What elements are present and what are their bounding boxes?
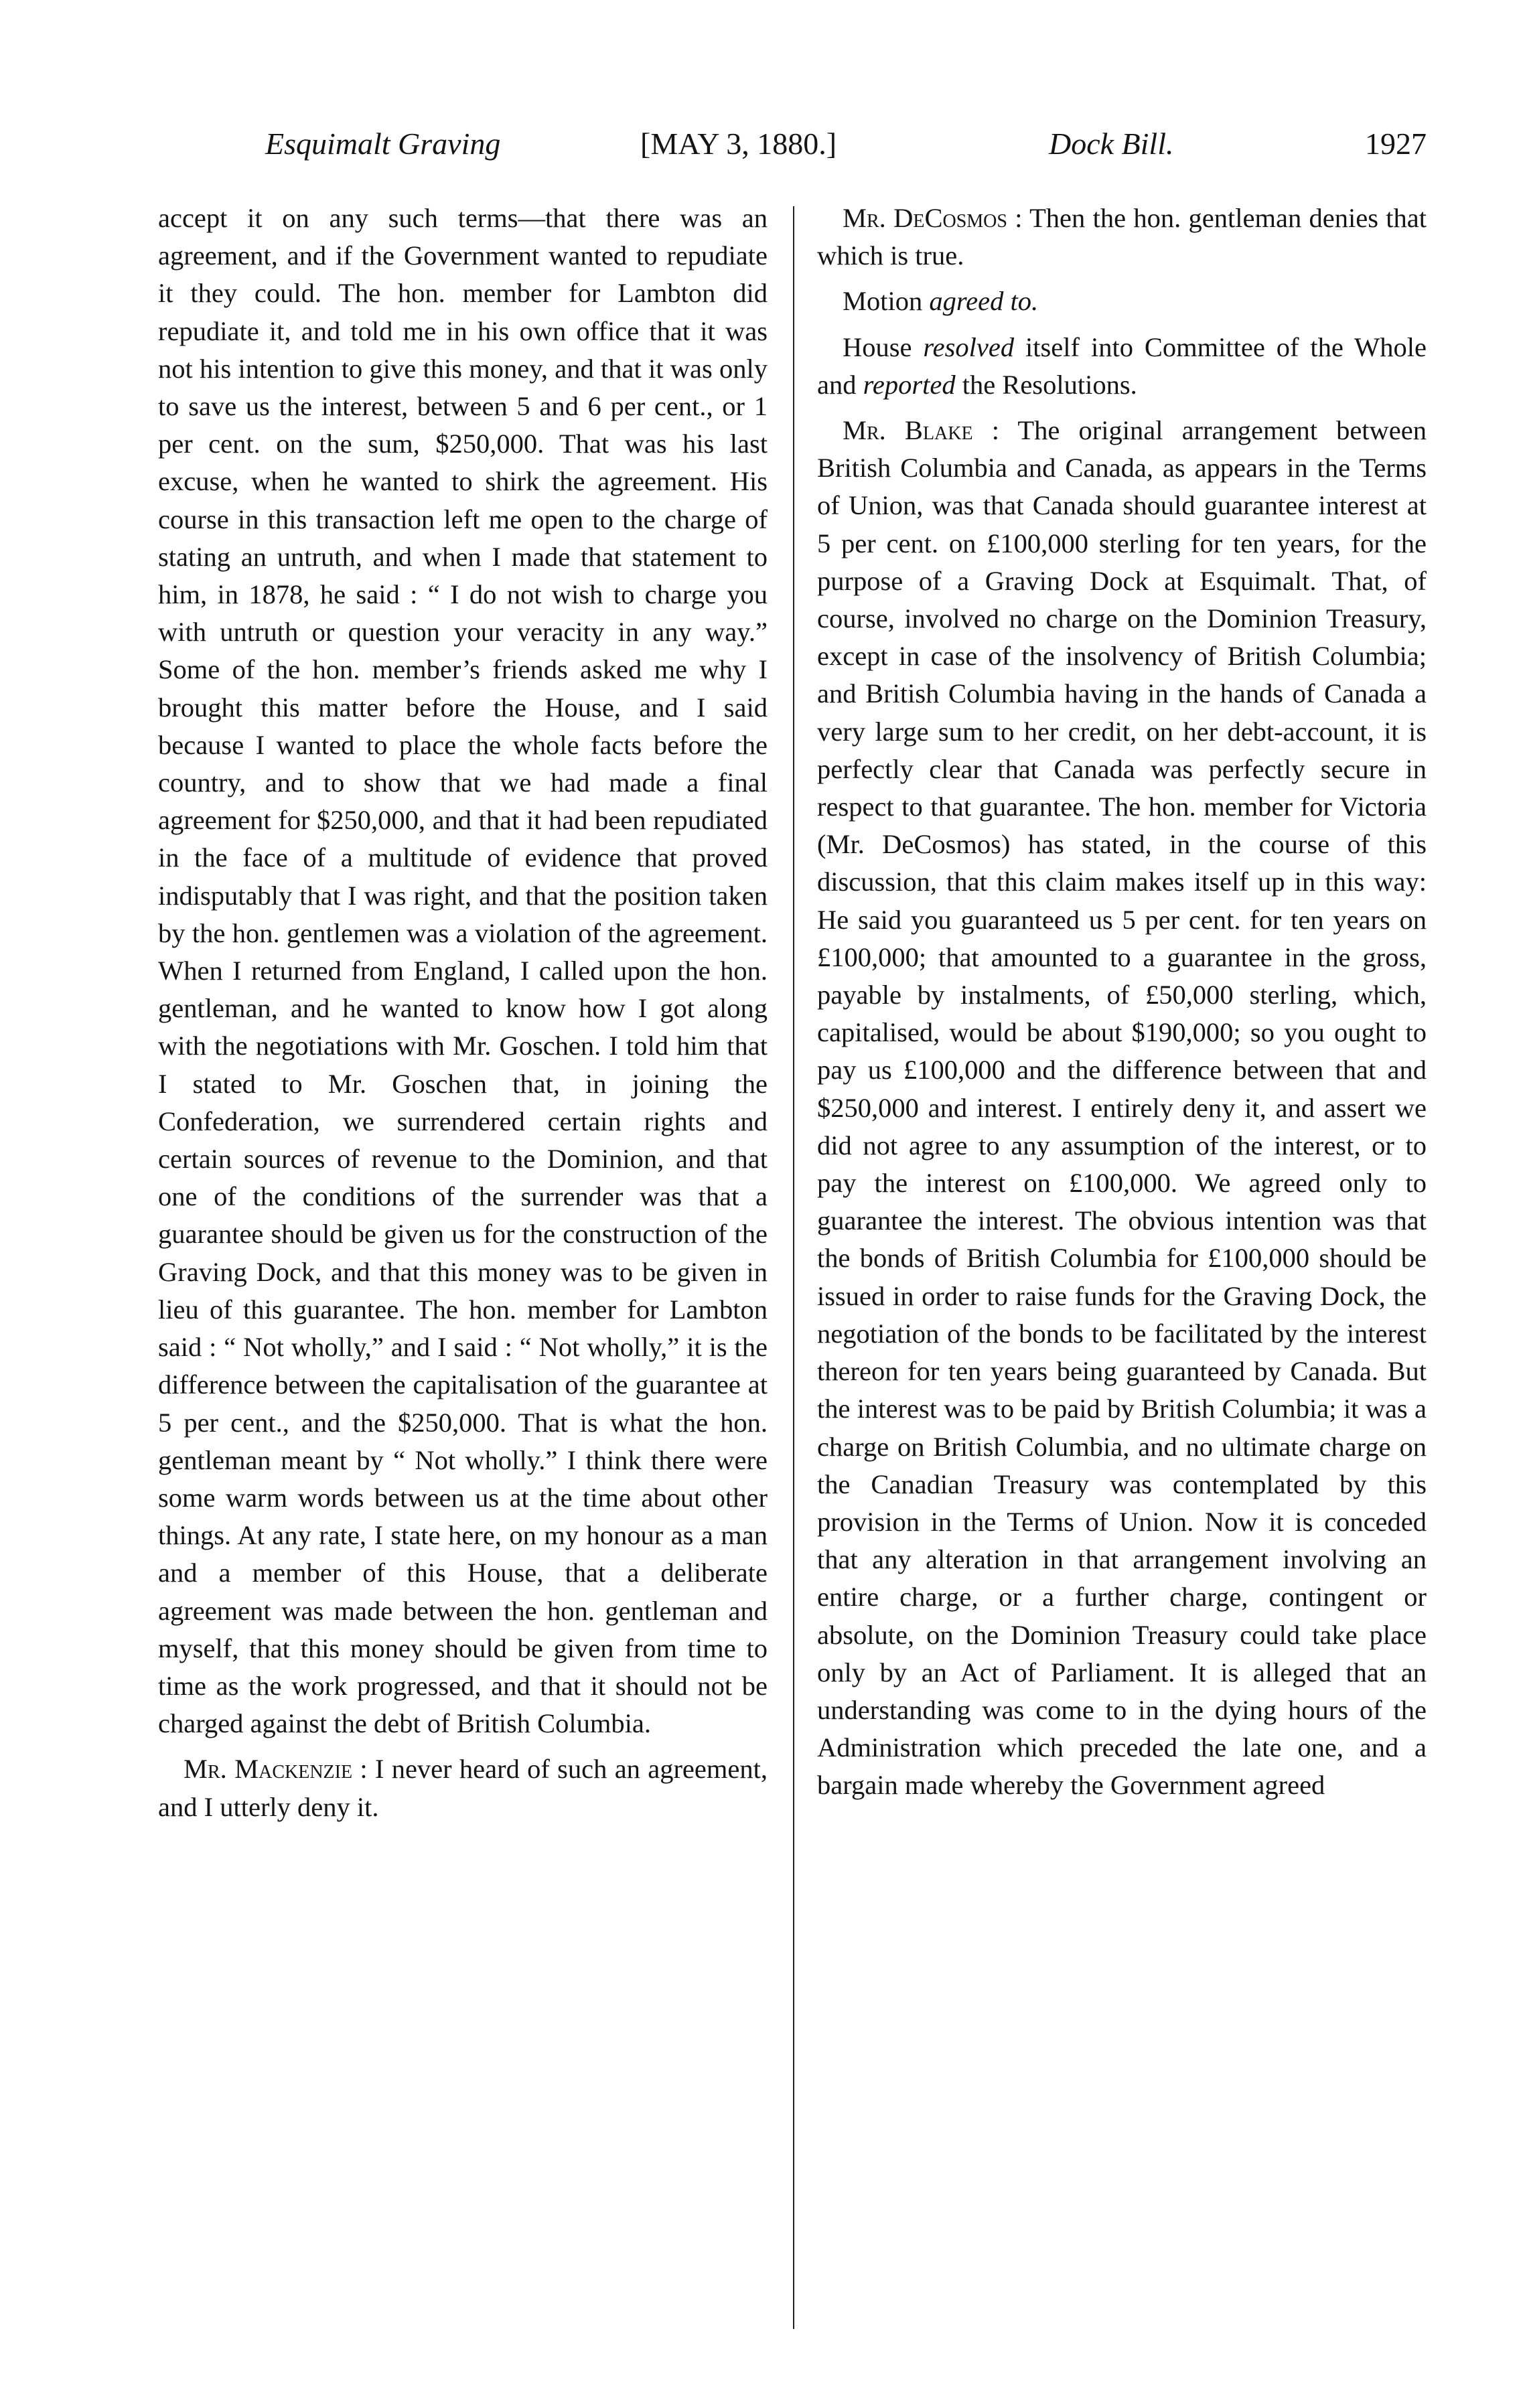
motion-italic: agreed to.: [929, 286, 1039, 317]
column-divider: [793, 206, 794, 2329]
motion-text: Motion: [843, 286, 923, 317]
left-column: [158, 200, 768, 1826]
running-head-left: Esquimalt Graving: [265, 127, 501, 161]
committee-text-a: House: [843, 331, 912, 362]
running-head: [158, 114, 1427, 174]
speech-text: I never heard of such an agreement, and I utterly deny it.: [158, 1754, 768, 1822]
speaker-name: Mr. DeCosmos :: [843, 203, 1023, 233]
committee-italic-reported: reported: [863, 369, 956, 400]
running-head-right: Dock Bill.: [1049, 127, 1174, 161]
speaker-name: Mr. Mackenzie :: [184, 1754, 368, 1785]
paragraph-blake: [817, 412, 1427, 1805]
committee-text-c: itself into Committee of the Whole and: [817, 331, 1427, 400]
speech-text: Then the hon. gentleman denies that which is true.: [817, 203, 1427, 271]
paragraph-motion: [817, 283, 1427, 320]
committee-italic-resolved: resolved: [923, 331, 1015, 362]
speaker-name: Mr. Blake :: [843, 415, 999, 446]
running-head-date: [MAY 3, 1880.]: [640, 127, 837, 161]
hansard-page: [158, 114, 1427, 2330]
paragraph-continued: accept it on any such terms—that there was an agreement, and if the Government wanted to repudiate it they could. The hon. member for Lambton did repudiate it, and told me in his own office that it was not his intention to give this money, and that it was only to save us the interest, between 5 and 6 per cent., or 1 per cent. on the sum, $250,000. That was his last excuse, when he wanted to shirk the agreement. His course in this transaction left me open to the charge of stating an untruth, and when I made that statement to him, in 1878, he said : “ I do not wish to charge you with untruth or question your veracity in any way.” Some of the hon. member’s friends asked me why I brought this matter before the House, and I said because I wanted to place the whole facts before the country, and to show that we had made a final agreement for $250,000, and that it had been repudiated in the face of a multitude of evidence that proved indisputably that I was right, and that the position taken by the hon. gentlemen was a violation of the agreement. When I returned from England, I called upon the hon. gentleman, and he wanted to know how I got along with the negotiations with Mr. Goschen. I told him that I stated to Mr. Goschen that, in joining the Confederation, we surrendered certain rights and certain sources of revenue to the Dominion, and that one of the conditions of the surrender was that a guarantee should be given us for the construction of the Graving Dock, and that this money was to be given in lieu of this guarantee. The hon. member for Lambton said : “ Not wholly,” and I said : “ Not wholly,” it is the difference between the capitalisation of the guarantee at 5 per cent., and the $250,000. That is what the hon. gentleman meant by “ Not wholly.” I think there were some warm words between us at the time about other things. At any rate, I state here, on my honour as a man and a member of this House, that a deliberate agreement was made between the hon. gentleman and myself, that this money should be given from time to time as the work progressed, and that it should not be charged against the debt of British Columbia.: [158, 203, 768, 1739]
speech-text: The original arrangement between British Columbia and Canada, as appears in the Terms of Union, was that Canada should guarantee interest at 5 per cent. on £100,000 sterling for ten years, for the purpose of a Graving Dock at Esquimalt. That, of course, involved no charge on the Dominion Treasury, except in case of the insolvency of British Columbia; and British Columbia having in the hands of Canada a very large sum to her credit, on her debt-account, it is perfectly clear that Canada was perfectly secure in respect to that guarantee. The hon. member for Victoria (Mr. DeCosmos) has stated, in the course of this discussion, that this claim makes itself up in this way: He said you guaranteed us 5 per cent. for ten years on £100,000; that amounted to a guarantee in the gross, payable by instalments, of £50,000 sterling, which, capitalised, would be about $190,000; so you ought to pay us £100,000 and the difference between that and $250,000 and interest. I entirely deny it, and assert we did not agree to any assumption of the interest, or to pay the interest on £100,000. We agreed only to guarantee the interest. The obvious intention was that the bonds of British Columbia for £100,000 should be issued in order to raise funds for the Graving Dock, the negotiation of the bonds to be facilitated by the interest thereon for ten years being guaranteed by Canada. But the interest was to be paid by British Columbia; it was a charge on British Columbia, and no ultimate charge on the Canadian Treasury was contemplated by this provision in the Terms of Union. Now it is conceded that any alteration in that arrangement involving an entire charge, or a further charge, contingent or absolute, on the Dominion Treasury could take place only by an Act of Parliament. It is alleged that an understanding was come to in the dying hours of the Administration which preceded the late one, and a bargain made whereby the Government agreed: [817, 415, 1427, 1801]
paragraph-decosmos: [817, 200, 1427, 275]
paragraph-committee: [817, 329, 1427, 404]
right-column: [817, 200, 1427, 1805]
committee-text-e: the Resolutions.: [962, 369, 1137, 400]
page-number: 1927: [1365, 127, 1427, 161]
paragraph-mackenzie: [158, 1750, 768, 1825]
